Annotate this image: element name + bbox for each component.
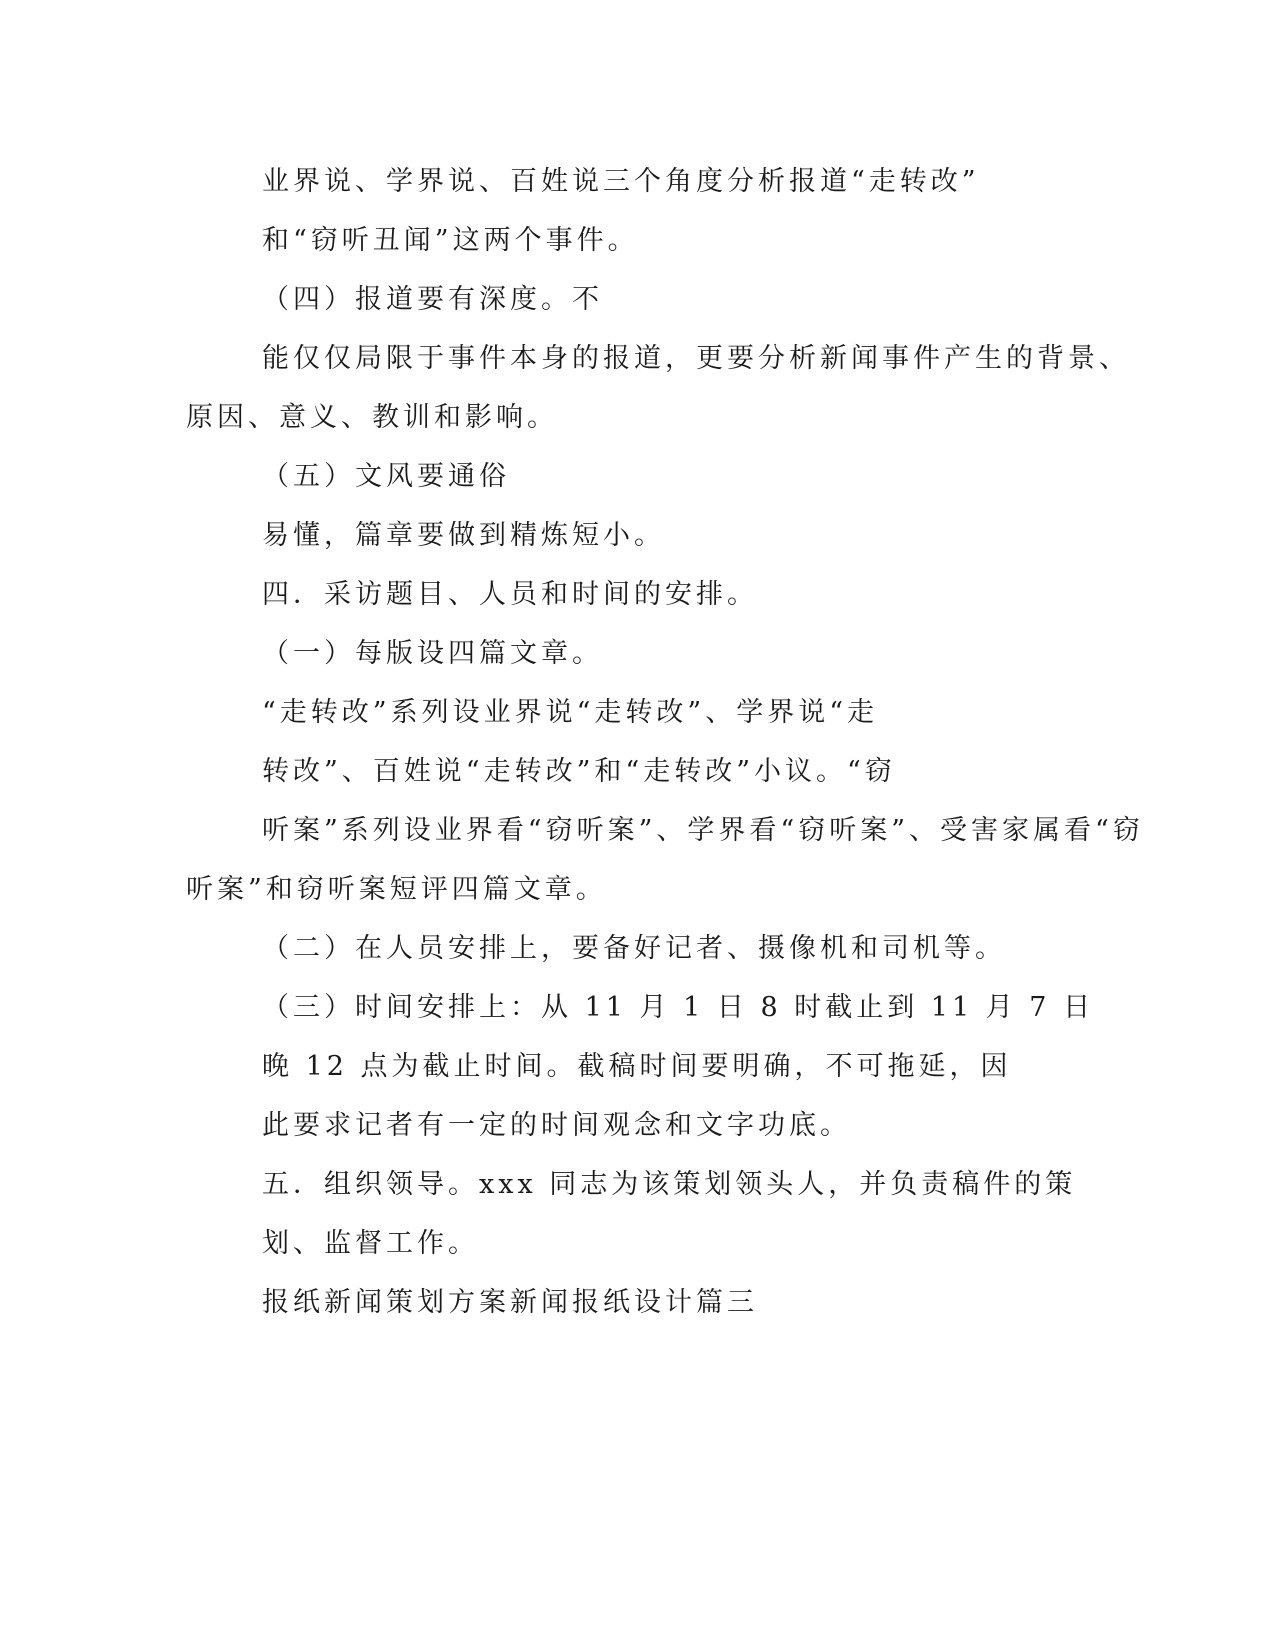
text-line: 和“窃听丑闻”这两个事件。	[262, 225, 639, 256]
text-line: 此要求记者有一定的时间观念和文字功底。	[262, 1110, 851, 1141]
text-line: 听案”和窃听案短评四篇文章。	[186, 874, 607, 905]
text-line: “走转改”系列设业界说“走转改”、学界说“走	[262, 697, 879, 728]
text-line: （四）报道要有深度。不	[262, 284, 603, 315]
section-title: 报纸新闻策划方案新闻报纸设计篇三	[262, 1287, 758, 1318]
text-line: 能仅仅局限于事件本身的报道，更要分析新闻事件产生的背景、	[262, 343, 1130, 374]
text-line: 听案”系列设业界看“窃听案”、学界看“窃听案”、受害家属看“窃	[262, 815, 1144, 846]
text-line: （一）每版设四篇文章。	[262, 638, 603, 669]
text-line: 晚 12 点为截止时间。截稿时间要明确，不可拖延，因	[262, 1051, 1012, 1082]
text-line: （三）时间安排上：从 11 月 1 日 8 时截止到 11 月 7 日	[262, 992, 1095, 1023]
section-heading: 五．组织领导。xxx 同志为该策划领头人，并负责稿件的策	[262, 1169, 1077, 1200]
text-line: 划、监督工作。	[262, 1228, 479, 1259]
text-line: （二）在人员安排上，要备好记者、摄像机和司机等。	[262, 933, 1006, 964]
text-line: 原因、意义、教训和影响。	[186, 402, 558, 433]
text-line: 业界说、学界说、百姓说三个角度分析报道“走转改”	[262, 166, 980, 197]
text-line: 易懂，篇章要做到精炼短小。	[262, 520, 665, 551]
text-line: 转改”、百姓说“走转改”和“走转改”小议。“窃	[262, 756, 896, 787]
section-heading: 四．采访题目、人员和时间的安排。	[262, 579, 758, 610]
text-line: （五）文风要通俗	[262, 461, 510, 492]
